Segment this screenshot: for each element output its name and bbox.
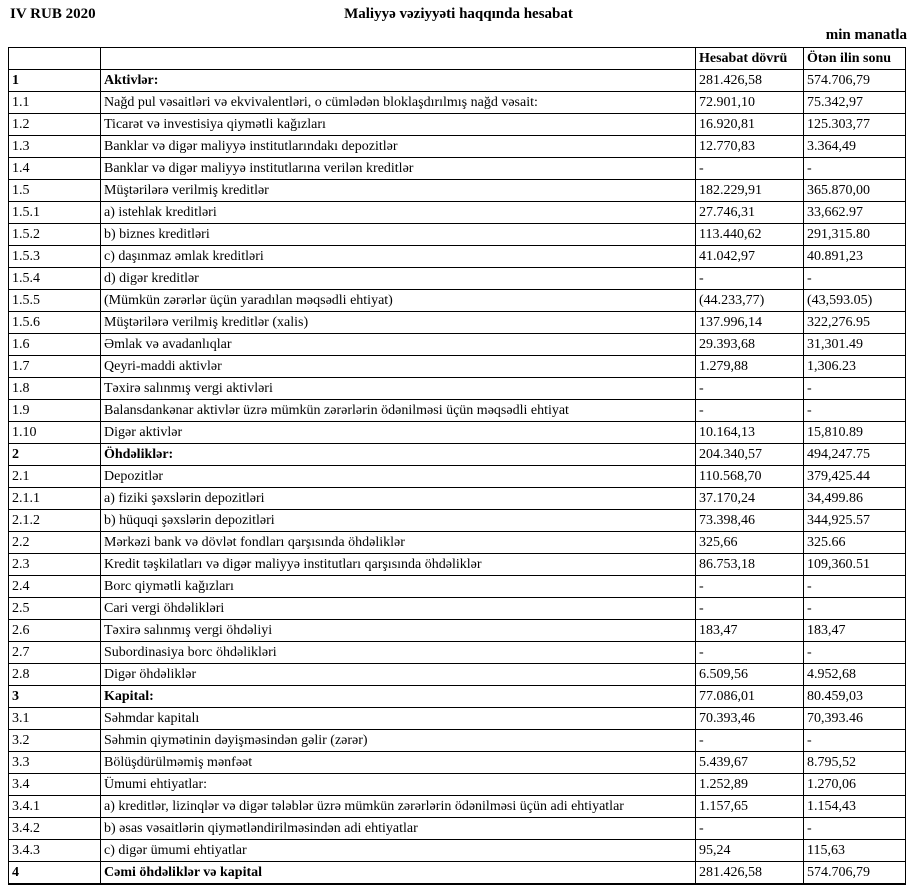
table-row: [9, 422, 906, 444]
row-number: 3.4.3: [9, 840, 101, 862]
row-value-previous: 125.303,77: [804, 114, 906, 136]
row-label: Banklar və digər maliyyə institutlarına verilən kreditlər: [101, 158, 696, 180]
table-row: [9, 708, 906, 730]
table-row: [9, 202, 906, 224]
table-row: [9, 862, 906, 885]
row-value-current: 110.568,70: [696, 466, 804, 488]
row-number: 2.8: [9, 664, 101, 686]
header-current-period: Hesabat dövrü: [696, 48, 804, 70]
row-value-current: 113.440,62: [696, 224, 804, 246]
table-row: [9, 796, 906, 818]
table-row: [9, 664, 906, 686]
report-period: IV RUB 2020: [10, 6, 96, 22]
row-label: Mərkəzi bank və dövlət fondları qarşısında öhdəliklər: [101, 532, 696, 554]
row-value-previous: -: [804, 158, 906, 180]
unit-label: min manatla: [825, 27, 907, 43]
row-value-current: 12.770,83: [696, 136, 804, 158]
table-row: [9, 180, 906, 202]
row-value-current: -: [696, 642, 804, 664]
row-value-current: 72.901,10: [696, 92, 804, 114]
row-value-previous: 325.66: [804, 532, 906, 554]
row-value-current: -: [696, 576, 804, 598]
table-row: [9, 290, 906, 312]
row-value-previous: 33,662.97: [804, 202, 906, 224]
row-label: a) fiziki şəxslərin depozitləri: [101, 488, 696, 510]
table-row: [9, 840, 906, 862]
row-label: Digər öhdəliklər: [101, 664, 696, 686]
row-number: 3: [9, 686, 101, 708]
row-label: b) biznes kreditləri: [101, 224, 696, 246]
row-value-current: 10.164,13: [696, 422, 804, 444]
row-label: Kapital:: [101, 686, 696, 708]
row-value-previous: -: [804, 642, 906, 664]
row-value-current: 27.746,31: [696, 202, 804, 224]
row-label: Səhmin qiymətinin dəyişməsindən gəlir (zərər): [101, 730, 696, 752]
table-row: [9, 92, 906, 114]
row-value-previous: 1,306.23: [804, 356, 906, 378]
table-row: [9, 576, 906, 598]
row-number: 3.4.1: [9, 796, 101, 818]
row-number: 1.5.1: [9, 202, 101, 224]
row-number: 1.6: [9, 334, 101, 356]
row-number: 2.3: [9, 554, 101, 576]
row-label: Ticarət və investisiya qiymətli kağızları: [101, 114, 696, 136]
table-row: [9, 334, 906, 356]
table-header-row: [9, 48, 906, 70]
row-label: Kredit təşkilatları və digər maliyyə institutları qarşısında öhdəliklər: [101, 554, 696, 576]
row-value-previous: 291,315.80: [804, 224, 906, 246]
row-value-previous: 183,47: [804, 620, 906, 642]
row-label: Təxirə salınmış vergi öhdəliyi: [101, 620, 696, 642]
row-label: Subordinasiya borc öhdəlikləri: [101, 642, 696, 664]
row-label: Səhmdar kapitalı: [101, 708, 696, 730]
row-value-previous: 322,276.95: [804, 312, 906, 334]
row-number: 1.5.3: [9, 246, 101, 268]
row-number: 1.5.5: [9, 290, 101, 312]
row-value-current: 86.753,18: [696, 554, 804, 576]
table-row: [9, 466, 906, 488]
row-value-current: 183,47: [696, 620, 804, 642]
row-number: 1.5.2: [9, 224, 101, 246]
row-number: 2.7: [9, 642, 101, 664]
row-value-previous: 344,925.57: [804, 510, 906, 532]
row-number: 2.1.1: [9, 488, 101, 510]
row-value-current: 1.252,89: [696, 774, 804, 796]
row-value-previous: 34,499.86: [804, 488, 906, 510]
table-row: [9, 224, 906, 246]
row-value-current: 29.393,68: [696, 334, 804, 356]
row-number: 1.5: [9, 180, 101, 202]
row-value-previous: 40.891,23: [804, 246, 906, 268]
row-label: (Mümkün zərərlər üçün yaradılan məqsədli ehtiyat): [101, 290, 696, 312]
row-number: 2.6: [9, 620, 101, 642]
table-row: [9, 774, 906, 796]
row-value-previous: 70,393.46: [804, 708, 906, 730]
row-value-current: 37.170,24: [696, 488, 804, 510]
row-value-previous: -: [804, 818, 906, 840]
header-previous-period: Ötən ilin sonu: [804, 48, 906, 70]
row-value-current: 70.393,46: [696, 708, 804, 730]
row-label: Əmlak və avadanlıqlar: [101, 334, 696, 356]
row-number: 2.2: [9, 532, 101, 554]
row-label: Depozitlər: [101, 466, 696, 488]
row-value-current: -: [696, 158, 804, 180]
row-value-current: 281.426,58: [696, 70, 804, 92]
row-value-current: 1.157,65: [696, 796, 804, 818]
table-row: [9, 400, 906, 422]
row-label: a) kreditlər, lizinqlər və digər tələblər üzrə mümkün zərərlərin ödənilməsi üçün adi ehtiyatlar: [101, 796, 696, 818]
row-label: Öhdəliklər:: [101, 444, 696, 466]
row-label: Digər aktivlər: [101, 422, 696, 444]
row-value-previous: 494,247.75: [804, 444, 906, 466]
table-row: [9, 444, 906, 466]
table-row: [9, 532, 906, 554]
row-value-current: 73.398,46: [696, 510, 804, 532]
row-value-current: 77.086,01: [696, 686, 804, 708]
financial-statement-table: [8, 47, 906, 885]
table-row: [9, 356, 906, 378]
row-value-previous: 1.154,43: [804, 796, 906, 818]
row-value-current: 16.920,81: [696, 114, 804, 136]
row-label: Qeyri-maddi aktivlər: [101, 356, 696, 378]
row-value-previous: 574.706,79: [804, 70, 906, 92]
row-value-previous: 1.270,06: [804, 774, 906, 796]
row-label: Təxirə salınmış vergi aktivləri: [101, 378, 696, 400]
table-row: [9, 818, 906, 840]
row-value-previous: -: [804, 268, 906, 290]
row-value-previous: -: [804, 576, 906, 598]
table-row: [9, 752, 906, 774]
table-row: [9, 686, 906, 708]
row-number: 1.7: [9, 356, 101, 378]
table-row: [9, 378, 906, 400]
row-label: Müştərilərə verilmiş kreditlər (xalis): [101, 312, 696, 334]
row-label: Balansdankənar aktivlər üzrə mümkün zərərlərin ödənilməsi üçün məqsədli ehtiyat: [101, 400, 696, 422]
row-value-previous: -: [804, 730, 906, 752]
row-value-current: 325,66: [696, 532, 804, 554]
table-row: [9, 70, 906, 92]
row-value-current: 182.229,91: [696, 180, 804, 202]
table-row: [9, 488, 906, 510]
row-value-previous: -: [804, 400, 906, 422]
row-label: Borc qiymətli kağızları: [101, 576, 696, 598]
row-label: Cari vergi öhdəlikləri: [101, 598, 696, 620]
row-number: 4: [9, 862, 101, 885]
row-label: Bölüşdürülməmiş mənfəət: [101, 752, 696, 774]
row-number: 2.1: [9, 466, 101, 488]
row-value-current: -: [696, 818, 804, 840]
row-number: 1: [9, 70, 101, 92]
row-number: 2.1.2: [9, 510, 101, 532]
page-title: Maliyyə vəziyyəti haqqında hesabat: [344, 6, 573, 22]
row-value-current: -: [696, 400, 804, 422]
row-value-current: 6.509,56: [696, 664, 804, 686]
row-number: 1.4: [9, 158, 101, 180]
row-label: b) əsas vəsaitlərin qiymətləndirilməsindən adi ehtiyatlar: [101, 818, 696, 840]
row-value-current: 5.439,67: [696, 752, 804, 774]
row-value-current: 95,24: [696, 840, 804, 862]
row-number: 1.5.4: [9, 268, 101, 290]
row-label: Cəmi öhdəliklər və kapital: [101, 862, 696, 885]
row-label: Banklar və digər maliyyə institutlarındakı depozitlər: [101, 136, 696, 158]
table-row: [9, 730, 906, 752]
row-value-current: 1.279,88: [696, 356, 804, 378]
table-row: [9, 114, 906, 136]
table-row: [9, 642, 906, 664]
row-value-previous: 365.870,00: [804, 180, 906, 202]
row-value-previous: 574.706,79: [804, 862, 906, 885]
row-value-previous: 115,63: [804, 840, 906, 862]
table-row: [9, 554, 906, 576]
table-row: [9, 268, 906, 290]
row-label: b) hüquqi şəxslərin depozitləri: [101, 510, 696, 532]
row-value-current: 137.996,14: [696, 312, 804, 334]
row-value-current: (44.233,77): [696, 290, 804, 312]
table-row: [9, 312, 906, 334]
table-row: [9, 510, 906, 532]
row-number: 3.4.2: [9, 818, 101, 840]
table-row: [9, 246, 906, 268]
row-label: d) digər kreditlər: [101, 268, 696, 290]
row-number: 1.5.6: [9, 312, 101, 334]
header-number-cell: [9, 48, 101, 70]
row-number: 3.1: [9, 708, 101, 730]
row-value-previous: 3.364,49: [804, 136, 906, 158]
row-value-previous: 75.342,97: [804, 92, 906, 114]
row-value-current: -: [696, 730, 804, 752]
row-value-previous: 31,301.49: [804, 334, 906, 356]
row-label: c) digər ümumi ehtiyatlar: [101, 840, 696, 862]
row-value-previous: 4.952,68: [804, 664, 906, 686]
row-number: 3.4: [9, 774, 101, 796]
header-label-cell: [101, 48, 696, 70]
row-value-previous: 80.459,03: [804, 686, 906, 708]
row-label: Ümumi ehtiyatlar:: [101, 774, 696, 796]
row-value-current: 41.042,97: [696, 246, 804, 268]
row-value-current: -: [696, 598, 804, 620]
row-number: 1.3: [9, 136, 101, 158]
table-row: [9, 620, 906, 642]
row-number: 1.2: [9, 114, 101, 136]
row-value-current: 281.426,58: [696, 862, 804, 885]
row-number: 3.3: [9, 752, 101, 774]
table-body: [9, 70, 906, 885]
row-number: 3.2: [9, 730, 101, 752]
row-value-previous: -: [804, 378, 906, 400]
row-label: c) daşınmaz əmlak kreditləri: [101, 246, 696, 268]
report-header: [0, 6, 917, 26]
row-value-previous: 15,810.89: [804, 422, 906, 444]
row-value-current: 204.340,57: [696, 444, 804, 466]
row-number: 2.5: [9, 598, 101, 620]
row-label: Aktivlər:: [101, 70, 696, 92]
row-value-current: -: [696, 378, 804, 400]
row-number: 2.4: [9, 576, 101, 598]
table-row: [9, 158, 906, 180]
row-number: 2: [9, 444, 101, 466]
row-label: Müştərilərə verilmiş kreditlər: [101, 180, 696, 202]
row-label: a) istehlak kreditləri: [101, 202, 696, 224]
row-value-current: -: [696, 268, 804, 290]
row-value-previous: 109,360.51: [804, 554, 906, 576]
row-label: Nağd pul vəsaitləri və ekvivalentləri, o cümlədən bloklaşdırılmış nağd vəsait:: [101, 92, 696, 114]
row-number: 1.9: [9, 400, 101, 422]
table-row: [9, 598, 906, 620]
row-number: 1.1: [9, 92, 101, 114]
row-number: 1.8: [9, 378, 101, 400]
row-value-previous: -: [804, 598, 906, 620]
table-row: [9, 136, 906, 158]
row-value-previous: 379,425.44: [804, 466, 906, 488]
row-value-previous: (43,593.05): [804, 290, 906, 312]
row-value-previous: 8.795,52: [804, 752, 906, 774]
row-number: 1.10: [9, 422, 101, 444]
